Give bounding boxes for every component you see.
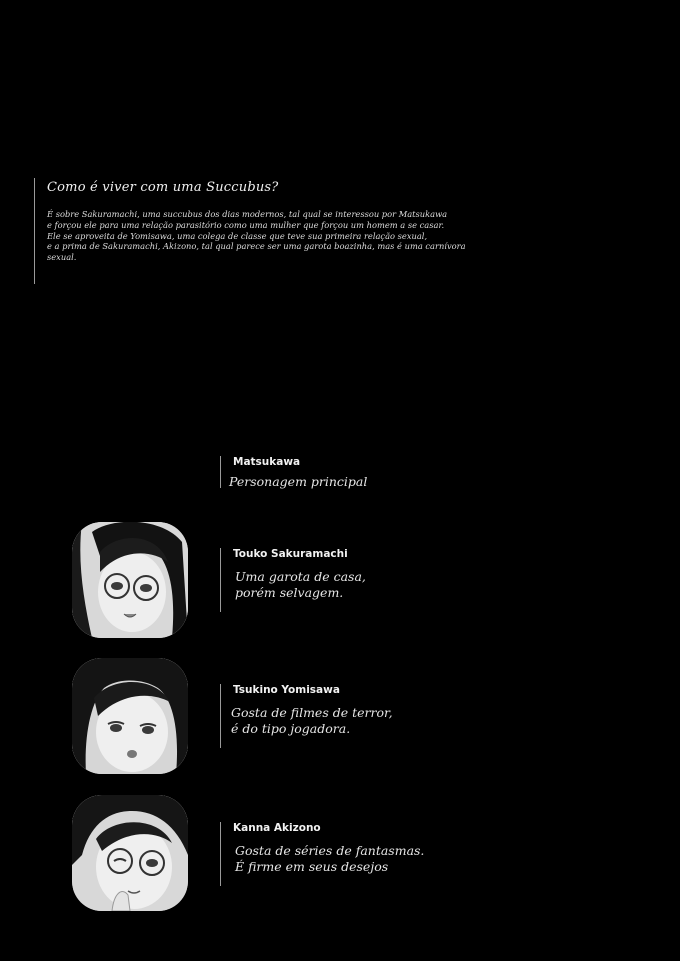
character-matsukawa: [220, 456, 367, 488]
character-description: [229, 474, 367, 490]
character-description: [231, 705, 393, 737]
intro-block: [34, 178, 634, 284]
intro-title: Como é viver com uma Succubus?: [47, 180, 279, 195]
tsukino-portrait-icon: [72, 658, 188, 774]
intro-line: sexual.: [47, 252, 77, 263]
character-name: Touko Sakuramachi: [233, 548, 348, 560]
intro-line: e a prima de Sakuramachi, Akizono, tal qual parece ser uma garota boazinha, mas é uma carnívora: [47, 241, 466, 252]
description-line: É firme em seus desejos: [235, 859, 389, 874]
intro-text: [47, 209, 634, 263]
character-tsukino: [220, 684, 393, 748]
intro-line: Ele se aproveita de Yomisawa, uma colega de classe que teve sua primeira relação sexual,: [47, 230, 428, 241]
description-line: porém selvagem.: [235, 585, 344, 600]
description-line: Gosta de filmes de terror,: [231, 705, 393, 720]
character-description: [235, 843, 424, 875]
character-description: [235, 569, 366, 601]
description-line: Gosta de séries de fantasmas.: [235, 843, 425, 858]
description-line: é do tipo jogadora.: [231, 721, 351, 736]
intro-line: e forçou ele para uma relação parasitório como uma mulher que forçou um homem a se casar.: [47, 219, 445, 230]
character-kanna: [220, 822, 424, 886]
character-name: Kanna Akizono: [233, 822, 321, 834]
kanna-portrait-icon: [72, 795, 188, 911]
description-line: Personagem principal: [229, 474, 368, 489]
touko-portrait-icon: [72, 522, 188, 638]
intro-line: É sobre Sakuramachi, uma succubus dos dias modernos, tal qual se interessou por Matsukawa: [47, 209, 448, 219]
character-name: Matsukawa: [233, 456, 301, 468]
description-line: Uma garota de casa,: [235, 569, 366, 584]
character-touko: [220, 548, 366, 612]
character-name: Tsukino Yomisawa: [233, 684, 340, 696]
